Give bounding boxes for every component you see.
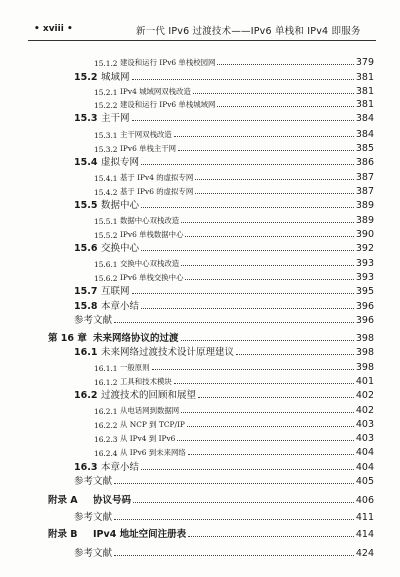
toc-entry-number: 15.2	[74, 72, 98, 83]
dot-leader	[132, 293, 354, 294]
toc-entry-title: 协议号码	[93, 495, 132, 506]
toc-entry-title: 从电话网到数据网	[120, 406, 180, 415]
toc-entry-page: 386	[355, 157, 374, 168]
dot-leader	[193, 93, 354, 94]
toc-entry[interactable]	[94, 374, 374, 387]
toc-entry-page: 390	[355, 229, 374, 240]
toc-entry[interactable]	[94, 213, 374, 226]
toc-entry-page: 384	[355, 129, 374, 140]
toc-entry-title: 建设和运行 IPv6 单栈城域网	[120, 100, 216, 109]
toc-entry-page: 398	[355, 362, 374, 373]
toc-entry-page: 396	[355, 301, 374, 312]
toc-entry-number: 15.2.2	[94, 101, 118, 110]
toc-entry[interactable]	[74, 241, 374, 254]
toc-entry[interactable]	[74, 70, 374, 83]
toc-entry-page: 395	[355, 286, 374, 297]
toc-entry-title: 未来网络协议的过渡	[93, 333, 179, 344]
toc-entry-number: 16.1.1	[94, 364, 118, 373]
toc-entry-page: 404	[355, 447, 374, 458]
toc-entry[interactable]	[94, 141, 374, 154]
toc-entry-title: 从 IPv4 到 IPv6	[120, 434, 176, 443]
dot-leader	[236, 354, 354, 355]
toc-entry-title: 参考文献	[74, 476, 113, 487]
toc-entry[interactable]	[48, 331, 374, 344]
toc-entry-number: 16.2	[74, 390, 98, 401]
dot-leader	[185, 279, 353, 280]
toc-entry-title: 本章小结	[101, 462, 140, 473]
dot-leader	[114, 322, 354, 323]
toc-entry-number: 15.6.1	[94, 260, 118, 269]
toc-entry-page: 403	[355, 419, 374, 430]
toc-entry-number: 16.2.1	[94, 407, 118, 416]
toc-entry-number: 15.4	[74, 157, 98, 168]
toc-entry-page: 379	[355, 57, 374, 68]
dot-leader	[114, 483, 354, 484]
toc-entry-page: 392	[355, 243, 374, 254]
toc-entry-title: 城域网	[101, 72, 130, 83]
toc-entry-number: 15.4.1	[94, 174, 118, 183]
toc-entry[interactable]	[94, 170, 374, 183]
toc-entry[interactable]	[74, 460, 374, 473]
toc-entry-page: 381	[355, 72, 374, 83]
toc-entry-title: 参考文献	[74, 315, 113, 326]
toc-entry-page: 402	[355, 405, 374, 416]
dot-leader	[217, 106, 353, 107]
toc-entry[interactable]	[94, 227, 374, 240]
toc-entry-number: 15.4.2	[94, 188, 118, 197]
toc-entry-number: 15.5	[74, 200, 98, 211]
toc-entry-page: 402	[355, 390, 374, 401]
toc-entry-page: 387	[355, 172, 374, 183]
toc-entry-title: IPv6 单栈交换中心	[120, 273, 184, 282]
toc-entry-title: IPv6 单栈数据中心	[120, 230, 184, 239]
toc-entry[interactable]	[74, 546, 374, 559]
toc-entry-title: 从 NCP 到 TCP/IP	[120, 420, 185, 429]
toc-entry-page: 387	[355, 186, 374, 197]
dot-leader	[132, 79, 354, 80]
toc-entry-number: 15.7	[74, 286, 98, 297]
toc-entry-number: 15.6	[74, 243, 98, 254]
toc-entry-page: 389	[355, 200, 374, 211]
dot-leader	[141, 250, 354, 251]
toc-entry-page: 424	[355, 548, 374, 559]
dot-leader	[217, 64, 353, 65]
toc-entry[interactable]	[74, 510, 374, 523]
toc-entry-page: 384	[355, 113, 374, 124]
toc-entry[interactable]	[74, 388, 374, 401]
toc-entry-page: 389	[355, 215, 374, 226]
dot-leader	[141, 164, 354, 165]
toc-entry-title: 参考文献	[74, 548, 113, 559]
toc-entry[interactable]	[74, 284, 374, 297]
toc-entry[interactable]	[74, 345, 374, 358]
toc-entry-number: 15.3.2	[94, 145, 118, 154]
toc-entry[interactable]	[94, 127, 374, 140]
toc-entry[interactable]	[74, 474, 374, 487]
toc-entry[interactable]	[94, 403, 374, 416]
toc-entry-title: 主干网	[101, 113, 130, 124]
toc-entry[interactable]	[74, 198, 374, 211]
toc-entry-page: 411	[355, 512, 374, 523]
toc-entry-page: 404	[355, 462, 374, 473]
toc-entry[interactable]	[48, 493, 374, 506]
toc-entry-page: 398	[355, 347, 374, 358]
toc-entry-number: 15.3	[74, 113, 98, 124]
toc-entry-title: 交换中心双栈改造	[120, 259, 180, 268]
toc-entry-title: 过渡技术的回顾和展望	[101, 390, 197, 401]
toc-entry[interactable]	[74, 155, 374, 168]
dot-leader	[174, 383, 354, 384]
toc-entry-number: 15.6.2	[94, 274, 118, 283]
toc-entry-number: 16.2.3	[94, 435, 118, 444]
toc-entry-title: IPv4 城域网双栈改造	[120, 87, 191, 96]
toc-entry-number: 16.1	[74, 347, 98, 358]
toc-entry[interactable]	[94, 360, 374, 373]
toc-entry-title: 一般原则	[120, 363, 150, 372]
toc-entry-page: 396	[355, 315, 374, 326]
dot-leader	[141, 469, 354, 470]
toc-entry-page: 385	[355, 143, 374, 154]
toc-entry-number: 15.2.1	[94, 88, 118, 97]
toc-entry-page: 406	[355, 495, 374, 506]
toc-entry-title: 主干网双栈改造	[120, 130, 172, 139]
toc-entry-page: 414	[355, 529, 374, 540]
dot-leader	[195, 179, 354, 180]
toc-entry-title: 建设和运行 IPv6 单栈校园网	[120, 58, 216, 67]
toc-entry[interactable]	[94, 270, 374, 283]
toc-entry[interactable]	[94, 184, 374, 197]
dot-leader	[141, 207, 354, 208]
toc-entry-page: 398	[355, 333, 374, 344]
toc-entry-page: 403	[355, 433, 374, 444]
toc-entry-title: IPv6 单栈主干网	[120, 144, 177, 153]
toc-entry-title: 从 IPv6 到未来网络	[120, 448, 186, 457]
dot-leader	[185, 236, 353, 237]
toc-entry-title: 未来网络过渡技术设计原理建议	[101, 347, 235, 358]
dot-leader	[174, 136, 354, 137]
toc-entry-title: 基于 IPv4 的虚拟专网	[120, 173, 194, 182]
toc-entry[interactable]	[94, 55, 374, 68]
toc-entry-title: 交换中心	[101, 243, 140, 254]
toc-entry[interactable]	[94, 431, 374, 444]
toc-entry-number: 附录 A	[48, 495, 78, 506]
dot-leader	[141, 308, 354, 309]
dot-leader	[178, 150, 354, 151]
toc-entry[interactable]	[94, 84, 374, 97]
toc-entry-title: IPv4 地址空间注册表	[93, 529, 187, 540]
toc-entry[interactable]	[48, 527, 374, 540]
dot-leader	[188, 536, 354, 537]
dot-leader	[177, 440, 353, 441]
toc-entry-title: 虚拟专网	[101, 157, 140, 168]
toc-entry[interactable]	[94, 97, 374, 110]
toc-entry-number: 16.3	[74, 462, 98, 473]
toc-entry-number: 15.8	[74, 301, 98, 312]
toc-entry-page: 393	[355, 258, 374, 269]
toc-entry[interactable]	[74, 313, 374, 326]
toc-entry-page: 393	[355, 272, 374, 283]
toc-entry-number: 第 16 章	[48, 333, 87, 344]
toc-entry[interactable]	[94, 417, 374, 430]
toc-entry[interactable]	[74, 299, 374, 312]
toc-entry-number: 附录 B	[48, 529, 78, 540]
dot-leader	[181, 222, 354, 223]
toc-entry-number: 15.3.1	[94, 131, 118, 140]
toc-entry-title: 参考文献	[74, 512, 113, 523]
toc-entry-number: 15.5.1	[94, 217, 118, 226]
toc-entry-page: 401	[355, 376, 374, 387]
toc-entry-page: 381	[355, 99, 374, 110]
dot-leader	[133, 502, 354, 503]
dot-leader	[132, 120, 354, 121]
toc-entry-title: 数据中心	[101, 200, 140, 211]
dot-leader	[181, 265, 354, 266]
header-title: 新一代 IPv6 过渡技术——IPv6 单栈和 IPv4 即服务	[136, 26, 361, 37]
dot-leader	[152, 369, 354, 370]
toc-entry[interactable]	[74, 111, 374, 124]
toc-entry-title: 工具和技术模块	[120, 377, 172, 386]
toc-entry-title: 互联网	[101, 286, 130, 297]
header-page-number: • xviii •	[34, 24, 73, 34]
running-header	[28, 18, 376, 41]
dot-leader	[181, 412, 354, 413]
dot-leader	[114, 555, 354, 556]
toc-entry-title: 本章小结	[101, 301, 140, 312]
toc-entry[interactable]	[94, 256, 374, 269]
dot-leader	[198, 397, 354, 398]
dot-leader	[187, 426, 354, 427]
dot-leader	[188, 454, 354, 455]
toc-entry-number: 16.1.2	[94, 378, 118, 387]
toc-entry[interactable]	[94, 445, 374, 458]
toc-entry-number: 15.5.2	[94, 231, 118, 240]
toc-entry-page: 405	[355, 476, 374, 487]
toc-entry-number: 15.1.2	[94, 59, 118, 68]
toc-entry-title: 基于 IPv6 的虚拟专网	[120, 187, 194, 196]
dot-leader	[114, 519, 354, 520]
dot-leader	[181, 340, 354, 341]
toc-entry-number: 16.2.2	[94, 421, 118, 430]
toc-entry-title: 数据中心双栈改造	[120, 216, 180, 225]
toc-entry-page: 381	[355, 86, 374, 97]
toc-entry-number: 16.2.4	[94, 449, 118, 458]
dot-leader	[195, 193, 354, 194]
